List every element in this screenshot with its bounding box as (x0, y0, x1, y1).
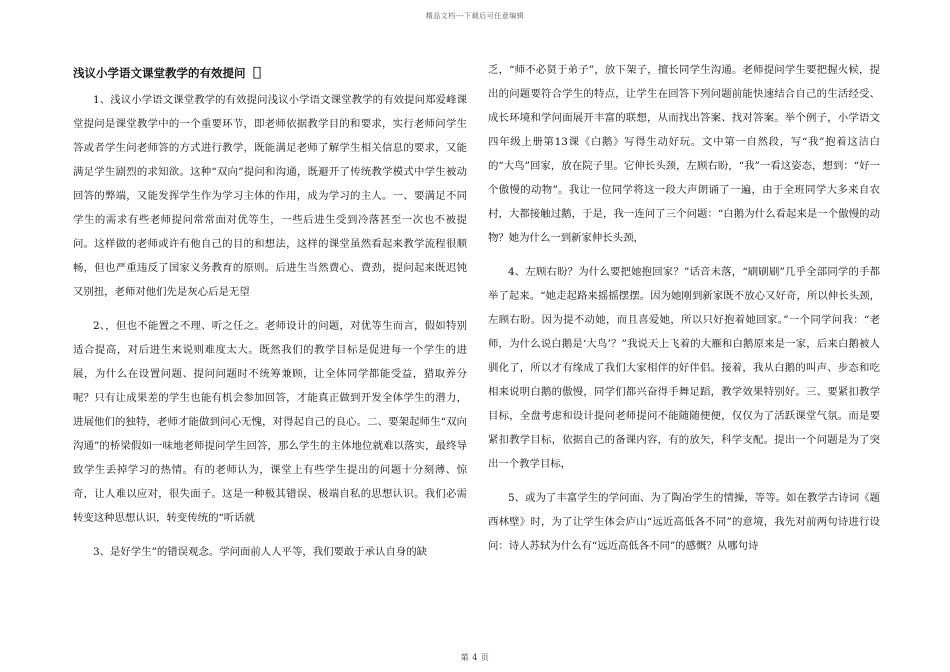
paragraph-2: 2、，但也不能置之不理、听之任之。老师设计的问题，对优等生而言，假如特别适合提高，对后进生来说则难度太大。既然我们的教学目标是促进每一个学生的进展，为什么在设置问题、提问问题时不统筹兼顾，让全体同学都能受益，猎取养分呢？只有让成果差的学生也能有机会参加回答，才能真正做到开发全体学生的潜力，进展他们的独特，老师才能做到问心无愧，对得起自己的良心。二、要架起师生“双向沟通”的桥梁假如一味地老师提问学生回答，那么学生的主体地位就难以落实，最终导致学生丢掉学习的热情。有的老师认为，课堂上有些学生提出的问题十分刻薄、惊奇，让人难以应对，很失面子。这是一种极其错误、极端自私的思想认识。我们必需转变这种思想认识，转变传统的“听话就 (73, 320, 467, 524)
page-number: 第 4 页 (460, 653, 490, 662)
paragraph-3: 3、是好学生”的错误观念。学问面前人人平等，我们要敢于承认自身的缺 (93, 546, 428, 558)
paragraph-4: 4、左顾右盼？为什么要把她抱回家？”话音未落，“刷刷刷”几乎全部同学的手都举了起来。“她走起路来摇摇摆摆。因为她刚到新家既不放心又好奇，所以伸长头颈，左顾右盼。因为提不动她，而且喜爱她，所以只好抱着她回家。”一个同学问我：“老师，为什么说白鹅是‘大鸟’？”我说天上飞着的大雁和白鹅原来是一家，后来白鹅被人驯化了，所以才有缘成了我们大家相伴的好伴侣。接着，我从白鹅的叫声、步态和吃相来说明白鹅的傲慢，同学们都兴奋得手舞足蹈，教学效果特别好。三、要紧扣教学目标，全盘考虑和设计提问老师提问不能随随便便，仅仅为了活跃课堂气氛。而是要紧扣教学目标，依据自己的备课内容，有的放矢，科学支配。提出一个问题是为了突出一个教学目标， (488, 266, 880, 470)
document-title: 浅议小学语文课堂教学的有效提问［］ (73, 66, 269, 80)
paragraph-1: 1、浅议小学语文课堂教学的有效提问浅议小学语文课堂教学的有效提问郑爱峰课堂提问是课堂教学中的一个重要环节，即老师依据教学目的和要求，实行老师问学生答或者学生问老师答的方式进行教学，既能满足老师了解学生相关信息的要求，又能满足学生剧烈的求知欲。这种“双向”提问和沟通，既避开了传统教学模式中学生被动回答的弊端，又能发挥学生作为学习主体的作用，成为学习的主人。一、要满足不同学生的需求有些老师提问常常面对优等生，一些后进生受到冷落甚至一次也不被提问。这样做的老师或许有他自己的目的和想法，这样的课堂虽然看起来教学流程很顺畅，但也严重违反了国家义务教育的原则。后进生当然费心、费劲，提问起来既迟钝又别扭，老师对他们先是灰心后是无望 (73, 94, 467, 298)
paragraph-5: 5、或为了丰富学生的学问面、为了陶冶学生的情操，等等。如在教学古诗词《题西林壁》时，为了让学生体会庐山“远近高低各不同”的意境，我先对前两句诗进行设问：诗人苏轼为什么有“远近高低各不同”的感慨？从哪句诗 (488, 492, 880, 552)
page-header: 精品文档---下载后可任意编辑 (425, 12, 525, 20)
right-column (488, 58, 880, 644)
paragraph-3-continued: 乏，“师不必贤于弟子”，放下架子，擅长同学生沟通。老师提问学生要把握火候，提出的问题要符合学生的特点，让学生在回答下列问题前能快速结合自己的生活经受、成长环境和学问面展开丰富的联想，从而找出答案、找对答案。举个例子，小学语文四年级上册第13课《白鹅》写得生动好玩。文中第一自然段，写“我”抱着这洁白的“大鸟”回家，放在院子里。它伸长头颈，左顾右盼，“我”一看这姿态，想到：“好一个傲慢的动物”。我让一位同学将这一段大声朗诵了一遍，由于全班同学大多来自农村，大都接触过鹅，于是，我一连问了三个问题：“白鹅为什么看起来是一个傲慢的动物？她为什么一到新家伸长头颈， (488, 64, 880, 244)
left-column (73, 58, 467, 644)
